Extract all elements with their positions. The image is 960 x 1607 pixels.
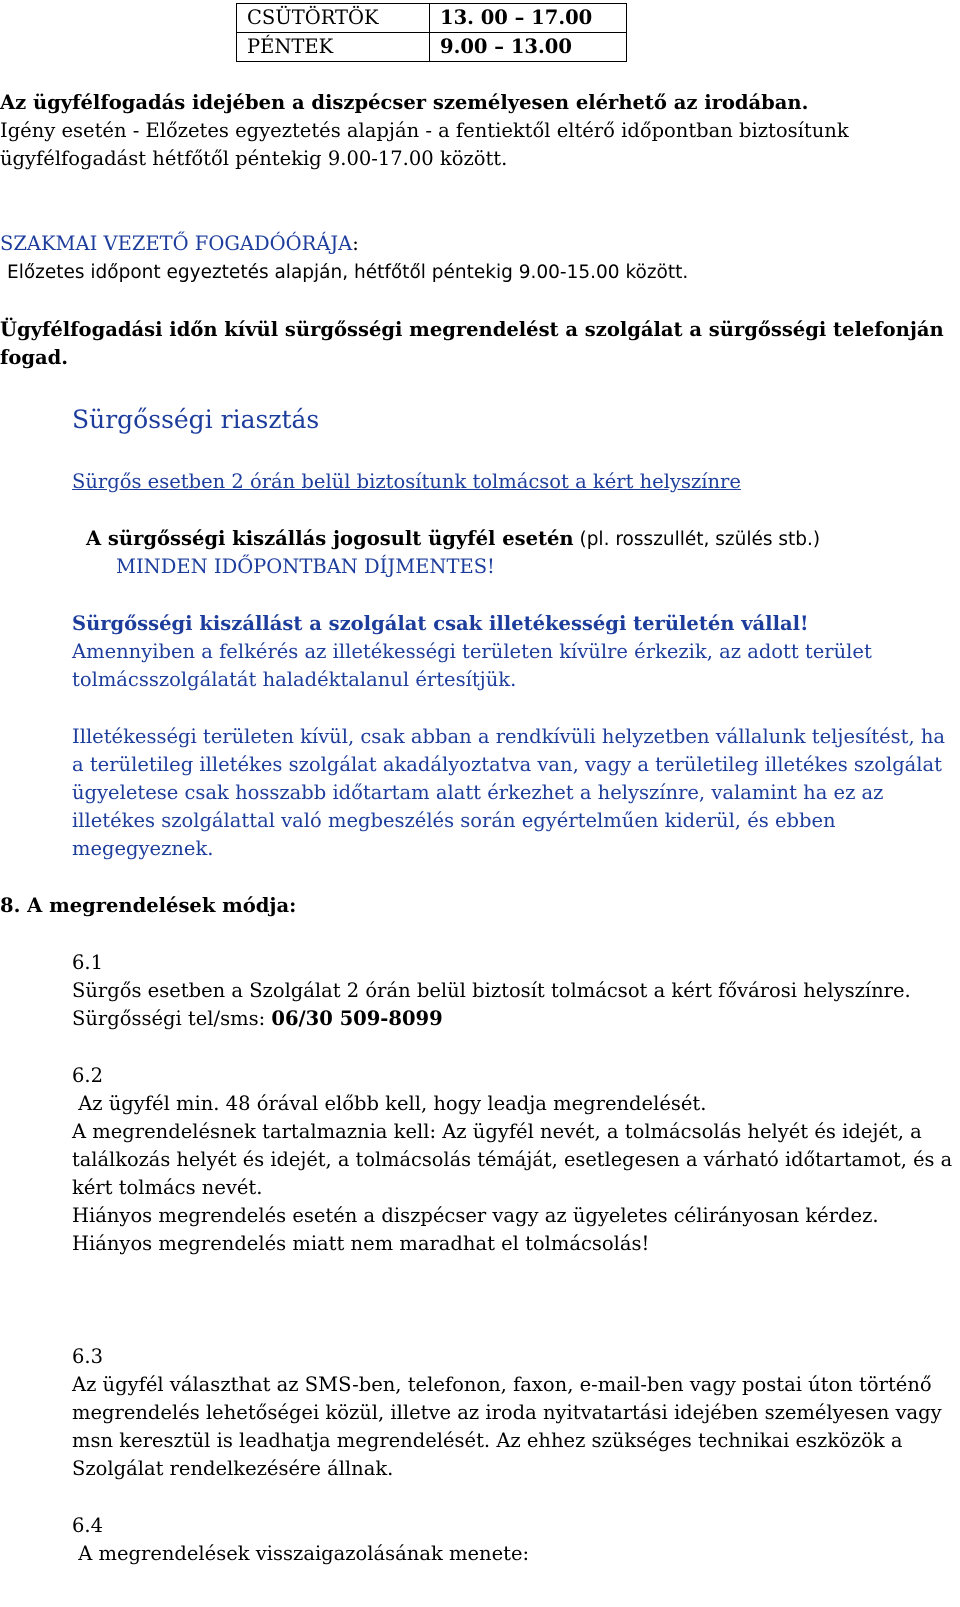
emergency-territory-line-1: Amennyiben a felkérés az illetékességi területen kívülre érkezik, az adott terület	[72, 640, 872, 663]
leader-text: Előzetes időpont egyeztetés alapján, hétfőtől péntekig 9.00-15.00 között.	[7, 262, 689, 283]
emergency-free: MINDEN IDŐPONTBAN DÍJMENTES!	[116, 555, 495, 578]
emergency-territory-heading: Sürgősségi kiszállást a szolgálat csak illetékességi területén vállal!	[72, 612, 809, 635]
subsection-6-1-number: 6.1	[72, 951, 104, 974]
emergency-outside-line-4: illetékes szolgálattal való megbeszélés során egyértelműen kiderül, és ebben	[72, 809, 836, 832]
intro-line-1: Az ügyfélfogadás idejében a diszpécser személyesen elérhető az irodában.	[0, 91, 809, 114]
subsection-6-4-number: 6.4	[72, 1514, 104, 1537]
tel-value: 06/30 509-8099	[271, 1007, 443, 1030]
emergency-outside-line-3: ügyeletese csak hosszabb időtartam alatt érkezhet a helyszínre, valamint ha ez az	[72, 781, 884, 804]
emergency-entitled-rest: (pl. rosszullét, szülés stb.)	[573, 529, 821, 550]
emergency-entitled-bold: A sürgősségi kiszállás jogosult ügyfél esetén	[86, 527, 574, 550]
subsection-6-2-line-2: A megrendelésnek tartalmaznia kell: Az ügyfél nevét, a tolmácsolás helyét és idejét, a	[72, 1120, 922, 1143]
subsection-6-2-line-3: találkozás helyét és idejét, a tolmácsolás témáját, esetlegesen a várható időtartamot, és a	[72, 1148, 953, 1171]
leader-heading	[0, 230, 359, 258]
hours-time: 13. 00 – 17.00	[430, 4, 627, 33]
subsection-6-3-line-1: Az ügyfél választhat az SMS-ben, telefonon, faxon, e-mail-ben vagy postai úton történő	[72, 1373, 932, 1396]
hours-day: PÉNTEK	[237, 33, 430, 62]
intro-line-2: Igény esetén - Előzetes egyeztetés alapján - a fentiektől eltérő időpontban biztosítunk	[0, 119, 849, 142]
subsection-6-2-line-6: Hiányos megrendelés miatt nem maradhat el tolmácsolás!	[72, 1232, 650, 1255]
subsection-6-3-line-3: msn keresztül is leadhatja megrendelését. Az ehhez szükséges technikai eszközök a	[72, 1429, 903, 1452]
outside-hours-line-1: Ügyfélfogadási időn kívül sürgősségi megrendelést a szolgálat a sürgősségi telefonján	[0, 318, 944, 341]
hours-time: 9.00 – 13.00	[430, 33, 627, 62]
leader-heading-text: SZAKMAI VEZETŐ FOGADÓÓRÁJA	[0, 232, 353, 255]
tel-label: Sürgősségi tel/sms:	[72, 1007, 272, 1030]
hours-row	[237, 4, 627, 33]
subsection-6-2-line-1: Az ügyfél min. 48 órával előbb kell, hogy leadja megrendelését.	[72, 1092, 707, 1115]
emergency-subtitle: Sürgős esetben 2 órán belül biztosítunk tolmácsot a kért helyszínre	[72, 470, 741, 493]
subsection-6-3-line-2: megrendelés lehetőségei közül, illetve az iroda nyitvatartási idejében személyesen vagy	[72, 1401, 942, 1424]
intro-line-3: ügyfélfogadást hétfőtől péntekig 9.00-17.00 között.	[0, 147, 508, 170]
subsection-6-3-line-4: Szolgálat rendelkezésére állnak.	[72, 1457, 394, 1480]
emergency-title: Sürgősségi riasztás	[72, 405, 320, 434]
emergency-territory-line-2: tolmácsszolgálatát haladéktalanul értesítjük.	[72, 668, 517, 691]
subsection-6-4-line-1: A megrendelések visszaigazolásának menete:	[72, 1542, 530, 1565]
emergency-entitled	[86, 525, 820, 554]
subsection-6-1-line-1: Sürgős esetben a Szolgálat 2 órán belül biztosít tolmácsot a kért fővárosi helyszínre.	[72, 979, 911, 1002]
emergency-outside-line-2: a területileg illetékes szolgálat akadályoztatva van, vagy a területileg illetékes szolgálat	[72, 753, 942, 776]
hours-table	[236, 3, 627, 62]
emergency-outside-line-1: Illetékességi területen kívül, csak abban a rendkívüli helyzetben vállalunk teljesítést, ha	[72, 725, 946, 748]
subsection-6-2-line-4: kért tolmács nevét.	[72, 1176, 263, 1199]
leader-heading-colon: :	[352, 232, 359, 255]
outside-hours-line-2: fogad.	[0, 346, 69, 369]
subsection-6-3-number: 6.3	[72, 1345, 104, 1368]
section-8-heading: 8. A megrendelések módja:	[0, 894, 297, 917]
hours-row	[237, 33, 627, 62]
hours-day: CSÜTÖRTÖK	[237, 4, 430, 33]
subsection-6-2-number: 6.2	[72, 1064, 104, 1087]
emergency-outside-line-5: megegyeznek.	[72, 837, 214, 860]
subsection-6-2-line-5: Hiányos megrendelés esetén a diszpécser vagy az ügyeletes célirányosan kérdez.	[72, 1204, 879, 1227]
subsection-6-1-tel	[72, 1005, 443, 1033]
